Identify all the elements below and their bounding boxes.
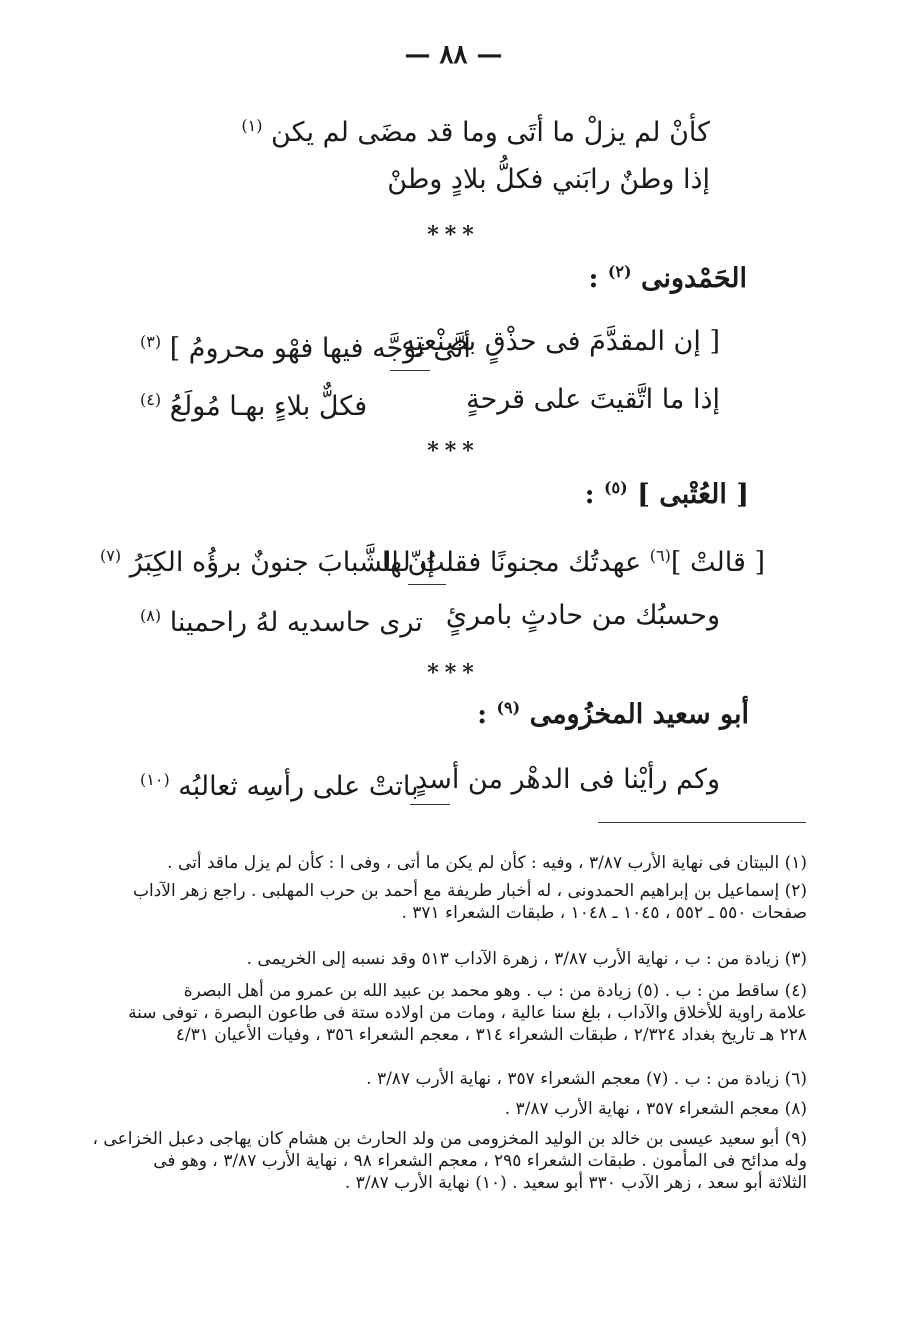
- verse-text: [241, 98, 710, 154]
- footnote-9-10: (٩) أبو سعيد عيسى بن خالد بن الوليد المخزومى من ولد الحارث بن هشام كان يهاجى دعبل الخزاعى ، وله مدائح فى المأمون . طبقات الشعراء ٢٩٥ ، معجم الشعراء ٩٨ ، نهاية الأرب ٣/٨٧ ، وهو فى الثلاثة أبو سعد ، زهر الآدب ٣٣٠ أبو سعيد . (١٠) نهاية الأرب ٣/٨٧ .: [92, 1129, 807, 1193]
- verse-6: [140, 588, 720, 644]
- verse-right-hemistich: [ إن المقدَّمَ فى حذْقٍ بصنْعتِه: [401, 326, 720, 357]
- verse-hemistich: كأنْ لم يزلْ ما أتَى وما قد مضَى لم يكن: [271, 117, 710, 148]
- hemistich-gap-line: [408, 584, 446, 585]
- section-separator: ***: [427, 222, 480, 248]
- footnote-marker: (٢): [607, 262, 632, 281]
- verse-left-hemistich: ترى حاسديه لهُ راحمينا $^{(٨)}$: [140, 606, 423, 638]
- footnote-marker: (٨): [140, 606, 162, 625]
- poet-name-text: [ العُتْبى ]: [637, 479, 749, 510]
- poet-name-text: أبو سعيد المخزُومى: [529, 699, 749, 730]
- footnote-marker: (٣): [140, 332, 162, 351]
- verse-4: [140, 372, 720, 428]
- footnote-marker: (٩): [496, 698, 521, 717]
- verse-right-hemistich: إذا ما اتَّقيتَ على قرحةٍ: [466, 384, 720, 415]
- verse-left-hemistich: أنَّى توجَّه فيها فهْو محرومُ ] $^{(٣)}$: [140, 332, 471, 364]
- section-separator: ***: [427, 438, 480, 464]
- footnote-6-7: (٦) زيادة من : ب . (٧) معجم الشعراء ٣٥٧ ، نهاية الأرب ٣/٨٧ .: [366, 1069, 807, 1089]
- poet-name: [588, 262, 747, 294]
- verse-left-hemistich: باتتْ على رأسِه ثعالبُه $^{(١٠)}$: [140, 770, 419, 802]
- verse-left-hemistich: إنّ الشَّبابَ جنونٌ برؤُه الكِبَرُ $^{(٧)}$: [100, 546, 435, 578]
- colon: :: [588, 263, 599, 294]
- hemistich-gap-line: [390, 370, 430, 371]
- footnote-marker: (١): [241, 116, 263, 135]
- verse-5: [100, 528, 765, 584]
- footnote-marker: (١٠): [140, 770, 170, 789]
- verse-1: [130, 98, 710, 154]
- verse-3: [140, 314, 720, 370]
- verse-7: [140, 752, 720, 808]
- verse-right-hemistich: وحسبُك من حادثٍ بامرئٍ: [445, 600, 720, 631]
- footnote-8: (٨) معجم الشعراء ٣٥٧ ، نهاية الأرب ٣/٨٧ .: [504, 1099, 807, 1119]
- hemistich-gap-line: [410, 804, 450, 805]
- footnote-marker: (٧): [100, 546, 122, 565]
- colon: :: [584, 479, 595, 510]
- footnote-1: (١) البيتان فى نهاية الأرب ٣/٨٧ ، وفيه : كأن لم يكن ما أتى ، وفى ا : كأن لم يزل ماقد أتى .: [167, 853, 807, 873]
- page-number: — ٨٨ —: [404, 40, 503, 70]
- colon: :: [477, 699, 488, 730]
- footnotes-rule: [598, 822, 806, 823]
- verse-text: [387, 152, 710, 208]
- verse-left-hemistich: فكلٌّ بلاءٍ بهـا مُولَعُ $^{(٤)}$: [140, 390, 368, 422]
- footnote-marker: (٥): [603, 478, 628, 497]
- footnote-4-5: (٤) ساقط من : ب . (٥) زيادة من : ب . وهو محمد بن عبيد الله بن عمرو من أهل البصرة علامة راوية للأخلاق والآداب ، بلغ سنا عالية ، ومات من اولاده ستة فى طاعون البصرة ، توفى سنة ٢٢٨ هـ تاريخ بغداد ٢/٣٢٤ ، طبقات الشعراء ٣١٤ ، معجم الشعراء ٣٥٦ ، وفيات الأعيان ٤/٣١: [128, 981, 807, 1045]
- poet-name: [585, 478, 749, 510]
- footnote-3: (٣) زيادة من : ب ، نهاية الأرب ٣/٨٧ ، زهرة الآداب ٥١٣ وقد نسبه إلى الخريمى .: [246, 949, 807, 969]
- poet-name: [477, 698, 749, 730]
- footnote-2: (٢) إسماعيل بن إبراهيم الحمدونى ، له أخبار طريفة مع أحمد بن حرب المهلبى . راجع زهر الآداب صفحات ٥٥٠ ـ ٥٥٢ ، ١٠٤٥ ـ ١٠٤٨ ، طبقات الشعراء ٣٧١ .: [132, 881, 807, 923]
- footnote-marker: (٤): [140, 390, 162, 409]
- section-separator: ***: [427, 660, 480, 686]
- poet-name-text: الحَمْدونى: [641, 263, 747, 294]
- verse-2: [130, 152, 710, 208]
- verse-hemistich: إذا وطنٌ رابَني فكلُّ بلادٍ وطنْ: [387, 164, 710, 195]
- footnote-marker: (٦): [649, 546, 671, 565]
- verse-right-hemistich: [ قالتْ ]$^{(٦)}$ عهدتُك مجنونًا فقلتُ لها: [381, 546, 765, 578]
- verse-right-hemistich: وكم رأيْنا فى الدهْر من أسدٍ: [415, 764, 720, 795]
